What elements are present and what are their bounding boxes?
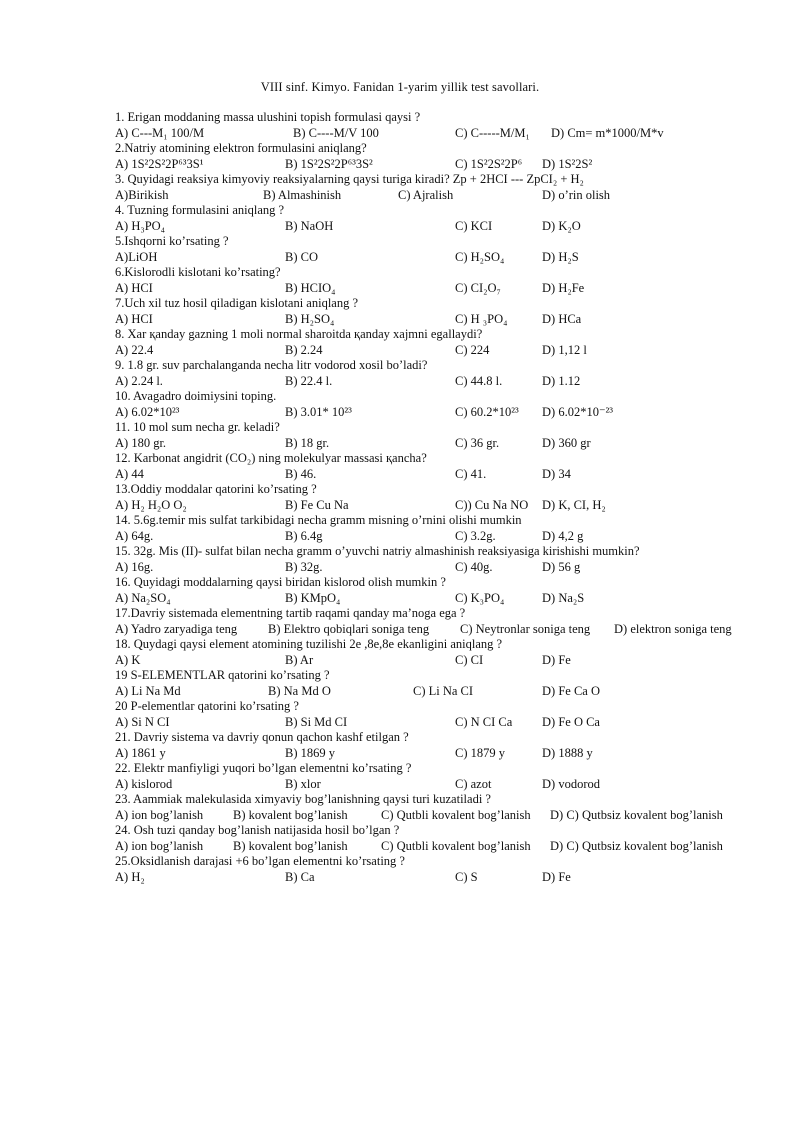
answer-option-a: A) 6.02*10²³	[115, 404, 180, 419]
answer-option-c: C) N CI Ca	[455, 714, 513, 729]
answer-option-c: C) 60.2*10²³	[455, 404, 519, 419]
question-text: 16. Quyidagi moddalarning qaysi biridan kislorod olish mumkin ?	[115, 575, 446, 589]
answer-options	[115, 126, 775, 142]
answer-option-b: B) Ca	[285, 869, 315, 884]
answer-options	[115, 157, 775, 173]
answer-option-b: B) Si Md CI	[285, 714, 348, 729]
answer-option-b: B) 6.4g	[285, 528, 323, 543]
answer-option-b: B) kovalent bog’lanish	[233, 807, 348, 822]
answer-option-c: C) S	[455, 869, 478, 884]
answer-option-a: A) 22.4	[115, 342, 154, 357]
answer-options	[115, 498, 775, 514]
answer-option-d: D) Fe	[542, 652, 571, 667]
question-text: 1. Erigan moddaning massa ulushini topish formulasi qaysi ?	[115, 110, 421, 124]
answer-option-a: A) Yadro zaryadiga teng	[115, 621, 238, 636]
answer-options	[115, 622, 775, 638]
question-text: 17.Davriy sistemada elementning tartib raqami qanday ma’noga ega ?	[115, 606, 466, 620]
answer-option-b: B) Elektro qobiqlari soniga teng	[268, 621, 430, 636]
answer-option-d: D) HCa	[542, 311, 582, 326]
answer-option-c: C) 3.2g.	[455, 528, 496, 543]
answer-option-b: B) 22.4 l.	[285, 373, 333, 388]
answer-options	[115, 250, 775, 266]
answer-options	[115, 715, 775, 731]
answer-option-a: A) 180 gr.	[115, 435, 167, 450]
question-text: 25.Oksidlanish darajasi +6 bo’lgan elementni ko’rsating ?	[115, 854, 405, 868]
answer-option-d: D) 6.02*10⁻²³	[542, 404, 614, 419]
answer-option-d: D) o’rin olish	[542, 187, 611, 202]
answer-option-b: B) kovalent bog’lanish	[233, 838, 348, 853]
answer-options	[115, 436, 775, 452]
answer-option-c: C) 36 gr.	[455, 435, 500, 450]
answer-option-a: A) 2.24 l.	[115, 373, 163, 388]
answer-option-a: A) ion bog’lanish	[115, 838, 204, 853]
answer-option-b: B) 1S²2S²2P⁶³3S²	[285, 156, 373, 171]
question-text: 6.Kislorodli kislotani ko’rsating?	[115, 265, 281, 279]
answer-option-a: A) 16g.	[115, 559, 154, 574]
answer-option-d: D) H₂S	[542, 249, 579, 264]
answer-options	[115, 219, 775, 235]
question-text: 4. Tuzning formulasini aniqlang ?	[115, 203, 285, 217]
answer-option-b: B) Almashinish	[263, 187, 342, 202]
answer-option-b: B) 3.01* 10²³	[285, 404, 352, 419]
answer-option-a: A) HCI	[115, 280, 153, 295]
answer-option-d: D) Na₂S	[542, 590, 585, 605]
answer-option-d: D) 1888 y	[542, 745, 593, 760]
answer-options	[115, 188, 775, 204]
question-text: 18. Quydagi qaysi element atomining tuzilishi 2e ,8e,8e ekanligini aniqlang ?	[115, 637, 503, 651]
answer-option-a: A) H₂	[115, 869, 145, 884]
answer-option-c: C) KCI	[455, 218, 493, 233]
answer-option-d: D) Fe	[542, 869, 571, 884]
question-text: 2.Natriy atomining elektron formulasini aniqlang?	[115, 141, 367, 155]
question-text: 8. Хar қanday gazning 1 moli normal sharoitda қanday xajmni egallaydi?	[115, 327, 483, 341]
question-text: 23. Aammiak malekulasida ximyaviy bog’lanishning qaysi turi kuzatiladi ?	[115, 792, 491, 806]
question-text: 11. 10 mol sum necha gr. keladi?	[115, 420, 280, 434]
answer-option-b: B) Fe Cu Na	[285, 497, 349, 512]
answer-option-a: A) 1S²2S²2P⁶³3S¹	[115, 156, 204, 171]
answer-option-a: A) K	[115, 652, 141, 667]
answer-option-a: A) Li Na Md	[115, 683, 181, 698]
answer-option-b: B) KMpO₄	[285, 590, 341, 605]
answer-option-b: B) CO	[285, 249, 318, 264]
answer-option-d: D) 360 gr	[542, 435, 591, 450]
answer-options	[115, 560, 775, 576]
answer-option-d: D) C) Qutbsiz kovalent bog’lanish	[550, 838, 723, 853]
question-list	[115, 110, 775, 885]
answer-option-d: D) 1S²2S²	[542, 156, 593, 171]
answer-option-d: D) 1,12 l	[542, 342, 587, 357]
answer-options	[115, 281, 775, 297]
answer-option-b: B) 18 gr.	[285, 435, 330, 450]
answer-option-a: A) H₃PO₄	[115, 218, 166, 233]
answer-option-c: C) Qutbli kovalent bog’lanish	[381, 838, 531, 853]
question-text: 14. 5.6g.temir mis sulfat tarkibidagi necha gramm misning o’rnini olishi mumkin	[115, 513, 522, 527]
answer-option-c: C) azot	[455, 776, 492, 791]
answer-option-b: B) Na Md O	[268, 683, 331, 698]
answer-option-d: D) elektron soniga teng	[614, 621, 732, 636]
answer-option-c: C) Ajralish	[398, 187, 454, 202]
question-text: 3. Quyidagi reaksiya kimyoviy reaksiyalarning qaysi turiga kiradi? Zp + 2HCI --- ZpCI₂ + H₂	[115, 172, 584, 186]
answer-option-c: C) K₃PO₄	[455, 590, 505, 605]
answer-option-c: C) H₂SO₄	[455, 249, 505, 264]
answer-options	[115, 839, 775, 855]
answer-option-d: D) 1.12	[542, 373, 581, 388]
answer-option-a: A) C---M₁ 100/M	[115, 125, 205, 140]
answer-options	[115, 467, 775, 483]
answer-option-c: C) CI₂O₇	[455, 280, 501, 295]
answer-option-b: B) xlor	[285, 776, 321, 791]
answer-options	[115, 808, 775, 824]
answer-options	[115, 312, 775, 328]
question-text: 5.Ishqorni ko’rsating ?	[115, 234, 229, 248]
answer-options	[115, 777, 775, 793]
answer-option-d: D) 34	[542, 466, 571, 481]
answer-options	[115, 374, 775, 390]
answer-option-c: C) Li Na CI	[413, 683, 474, 698]
answer-option-a: A) 64g.	[115, 528, 154, 543]
answer-option-a: A) kislorod	[115, 776, 173, 791]
answer-option-d: D) C) Qutbsiz kovalent bog’lanish	[550, 807, 723, 822]
answer-option-b: B) 46.	[285, 466, 317, 481]
answer-option-c: C) 1S²2S²2P⁶	[455, 156, 523, 171]
answer-option-a: A) H₂ H₂O O₂	[115, 497, 187, 512]
question-text: 12. Karbonat angidrit (CO₂) ning molekulyar massasi қancha?	[115, 451, 427, 465]
answer-option-a: A) 1861 y	[115, 745, 166, 760]
question-text: 21. Davriy sistema va davriy qonun qachon kashf etilgan ?	[115, 730, 409, 744]
answer-options	[115, 746, 775, 762]
answer-option-c: C) H ₃PO₄	[455, 311, 508, 326]
answer-options	[115, 343, 775, 359]
answer-option-a: A)LiOH	[115, 249, 158, 264]
answer-option-c: C) 44.8 l.	[455, 373, 503, 388]
answer-options	[115, 405, 775, 421]
answer-option-a: A) Na₂SO₄	[115, 590, 171, 605]
answer-option-d: D) Fe Ca O	[542, 683, 600, 698]
answer-option-c: C) CI	[455, 652, 484, 667]
answer-option-d: D) H₂Fe	[542, 280, 585, 295]
answer-option-b: B) HCIO₄	[285, 280, 336, 295]
answer-option-c: C) Qutbli kovalent bog’lanish	[381, 807, 531, 822]
answer-option-d: D) 56 g	[542, 559, 581, 574]
answer-option-a: A) ion bog’lanish	[115, 807, 204, 822]
answer-option-c: C) 1879 y	[455, 745, 505, 760]
answer-option-c: C)) Cu Na NO	[455, 497, 529, 512]
answer-option-c: C) 40g.	[455, 559, 493, 574]
answer-options	[115, 529, 775, 545]
question-text: 22. Elektr manfiyligi yuqori bo’lgan elementni ko’rsating ?	[115, 761, 412, 775]
answer-option-c: C) Neytronlar soniga teng	[460, 621, 591, 636]
answer-option-c: C) 224	[455, 342, 490, 357]
answer-options	[115, 653, 775, 669]
answer-option-d: D) K, CI, H₂	[542, 497, 606, 512]
question-text: 19 S-ELEMENTLAR qatorini ko’rsating ?	[115, 668, 330, 682]
answer-option-b: B) 1869 y	[285, 745, 335, 760]
answer-option-a: A) 44	[115, 466, 144, 481]
answer-option-a: A) HCI	[115, 311, 153, 326]
answer-option-d: D) K₂O	[542, 218, 581, 233]
answer-options	[115, 870, 775, 886]
answer-option-c: C) 41.	[455, 466, 487, 481]
answer-options	[115, 591, 775, 607]
question-text: 7.Uch xil tuz hosil qiladigan kislotani aniqlang ?	[115, 296, 359, 310]
answer-option-a: A) Si N CI	[115, 714, 170, 729]
answer-options	[115, 684, 775, 700]
question-text: 15. 32g. Mis (II)- sulfat bilan necha gramm o’yuvchi natriy almashinish reaksiyasiga kirishishi mumkin?	[115, 544, 640, 558]
question-text: 13.Oddiy moddalar qatorini ko’rsating ?	[115, 482, 317, 496]
answer-option-b: B) 2.24	[285, 342, 323, 357]
answer-option-b: B) C----M/V 100	[293, 125, 379, 140]
answer-option-d: D) vodorod	[542, 776, 600, 791]
question-text: 24. Osh tuzi qanday bog’lanish natijasida hosil bo’lgan ?	[115, 823, 400, 837]
question-text: 10. Avagadro doimiysini toping.	[115, 389, 277, 403]
answer-option-b: B) H₂SO₄	[285, 311, 335, 326]
answer-option-d: D) 4,2 g	[542, 528, 584, 543]
page-title: VIII sinf. Kimyo. Fanidan 1-yarim yillik test savollari.	[260, 80, 540, 94]
question-text: 20 P-elementlar qatorini ko’rsating ?	[115, 699, 299, 713]
answer-option-d: D) Cm= m*1000/M*v	[551, 125, 664, 140]
answer-option-b: B) 32g.	[285, 559, 323, 574]
answer-option-b: B) Ar	[285, 652, 314, 667]
answer-option-a: A)Birikish	[115, 187, 169, 202]
answer-option-b: B) NaOH	[285, 218, 334, 233]
answer-option-d: D) Fe O Ca	[542, 714, 600, 729]
answer-option-c: C) C-----M/M₁	[455, 125, 530, 140]
question-text: 9. 1.8 gr. suv parchalanganda necha litr vodorod xosil bo’ladi?	[115, 358, 428, 372]
